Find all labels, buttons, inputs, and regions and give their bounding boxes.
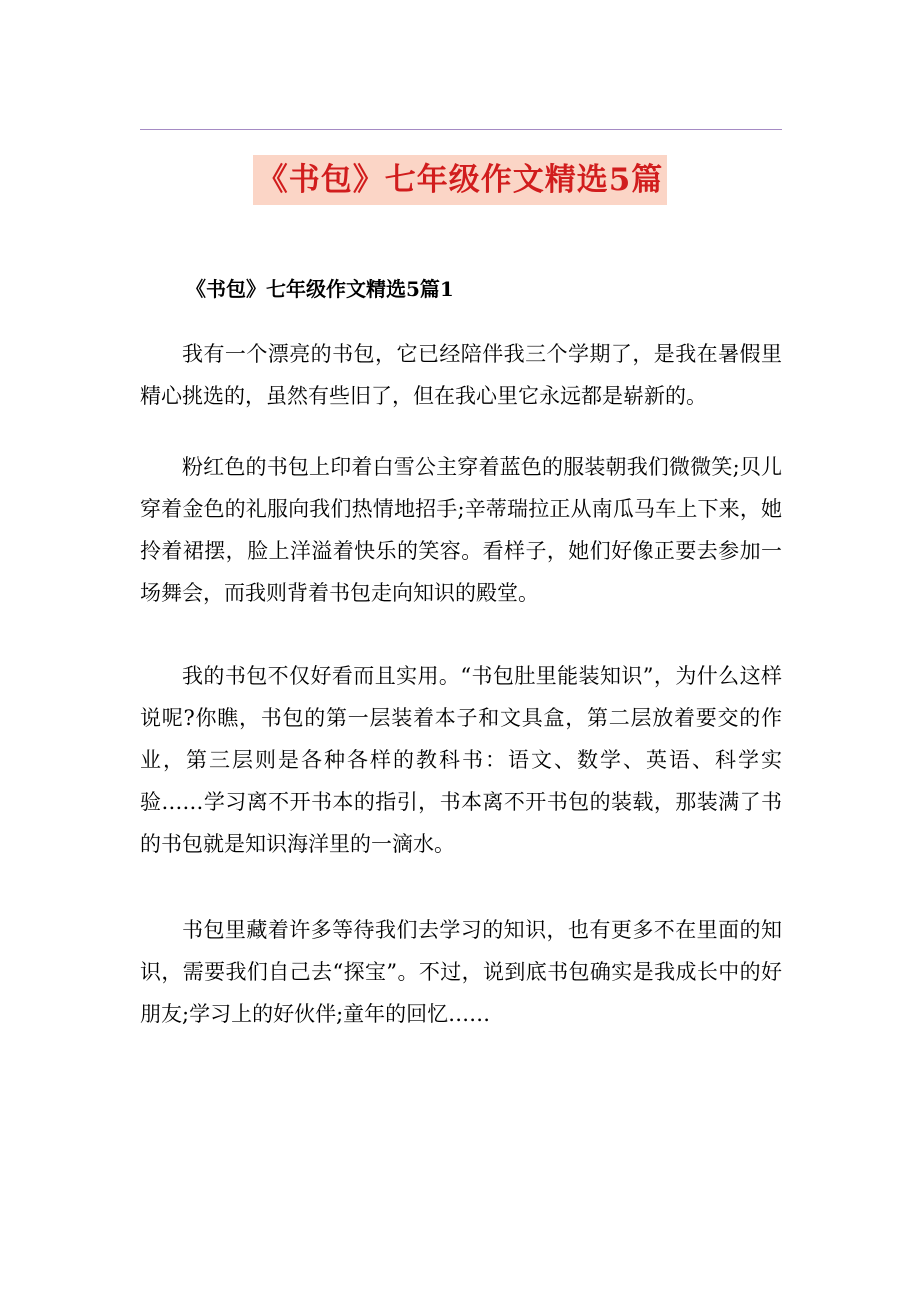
- title-container: [0, 155, 920, 205]
- essay-heading: 《书包》七年级作文精选5篇1: [186, 277, 454, 301]
- header-rule: [140, 129, 782, 130]
- paragraph-1: 我有一个漂亮的书包，它已经陪伴我三个学期了，是我在暑假里精心挑选的，虽然有些旧了，但在我心里它永远都是崭新的。: [140, 342, 782, 408]
- document-title: 《书包》七年级作文精选5篇: [253, 155, 668, 205]
- paragraph-2: 粉红色的书包上印着白雪公主穿着蓝色的服装朝我们微微笑;贝儿穿着金色的礼服向我们热情地招手;辛蒂瑞拉正从南瓜马车上下来，她拎着裙摆，脸上洋溢着快乐的笑容。看样子，她们好像正要去参加一场舞会，而我则背着书包走向知识的殿堂。: [140, 455, 782, 605]
- paragraph-4: 书包里藏着许多等待我们去学习的知识，也有更多不在里面的知识，需要我们自己去“探宝”。不过，说到底书包确实是我成长中的好朋友;学习上的好伙伴;童年的回忆……: [140, 918, 782, 1026]
- paragraph-3: 我的书包不仅好看而且实用。“书包肚里能装知识”，为什么这样说呢?你瞧，书包的第一层装着本子和文具盒，第二层放着要交的作业，第三层则是各种各样的教科书：语文、数学、英语、科学实验……学习离不开书本的指引，书本离不开书包的装载，那装满了书的书包就是知识海洋里的一滴水。: [140, 664, 782, 856]
